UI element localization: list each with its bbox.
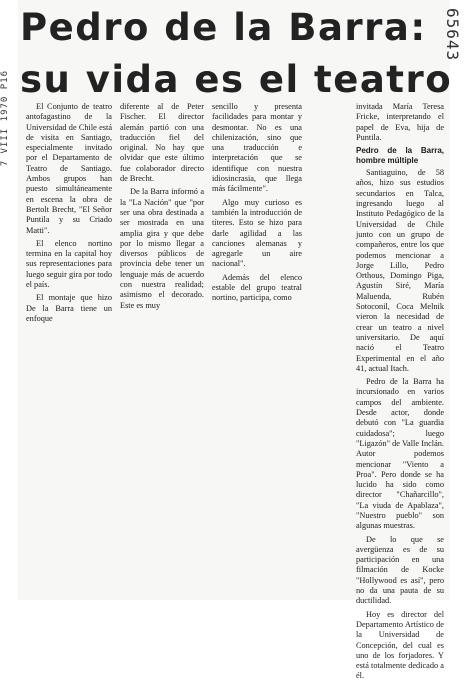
paragraph: Algo muy curioso es también la introducción de títeres. Esto se hizo para darle agilidad a las canciones alemanas y agregarle un aire nacional". <box>212 197 302 269</box>
headline-line-1: Pedro de la Barra: <box>20 6 427 49</box>
article-column-3 <box>212 102 302 303</box>
article-column-4 <box>356 102 444 681</box>
paragraph: invitada María Teresa Fricke, interpretando el papel de Eva, hija de Puntila. <box>356 102 444 142</box>
paragraph: El montaje que hizo De la Barra tiene un enfoque <box>26 293 112 323</box>
paragraph: Hoy es director del Departamento Artístico de la Universidad de Concepción, del cual es uno de los forjadores. Y está totalmente dedicado a él. <box>356 609 444 681</box>
subheading: Pedro de la Barra, hombre múltiple <box>356 146 444 166</box>
article-column-2 <box>120 102 204 310</box>
paragraph: El elenco nortino termina en la capital hoy sus representaciones para luego seguir gira por todo el país. <box>26 238 112 290</box>
article-column-1 <box>26 102 112 323</box>
paragraph: Pedro de la Barra ha incursionado en varios campos del ambiente. Desde actor, donde debutó con "La guardia cuidadosa"; luego "Ligazón" de Valle Inclán. Autor podemos mencionar "Viento a Proa". Pero donde se ha lucido ha sido como director "Chañarcillo", "La viuda de Apablaza", "Nuestro pueblo" son algunas muestras. <box>356 377 444 531</box>
paragraph: De lo que se avergüenza es de su participación en una filmación de Kocke "Hollywood es así", pero no da una pauta de su ductilidad. <box>356 534 444 606</box>
paragraph: diferente al de Peter Fischer. El director alemán partió con una traducción fiel del original. No hay que olvidar que este último fue colaborador directo de Brecht. <box>120 102 204 184</box>
paragraph: sencillo y presenta facilidades para montar y desmontar. No es una chilenización, sino que una traducción e interpretación que se identifique con nuestra idiosincrasia, que llega más fácilmente". <box>212 102 302 194</box>
headline-line-2: su vida es el teatro <box>20 58 453 101</box>
paragraph: De la Barra informó a la "La Nación" que "por ser una obra destinada a ser mostrada en una amplia gira y que debe por lo mismo llegar a diversos públicos de provincia debe tener un lenguaje más de acuerdo con nuestra realidad; asimismo el decorado. Este es muy <box>120 187 204 310</box>
paragraph: El Conjunto de teatro antofagastino de la Universidad de Chile está de visita en Santiago, especialmente invitado por el Departamento de Teatro de Santiago. Ambos grupos han puesto simultáneamente en escena la obra de Bertolt Brecht, "El Señor Puntila y su Criado Matti". <box>26 102 112 235</box>
paragraph: Además del elenco estable del grupo teatral nortino, participa, como <box>212 272 302 303</box>
archive-number: 65643 <box>443 8 462 62</box>
paragraph: Santiaguino, de 58 años, hizo sus estudios secundarios en Talca, ingresando luego al Instituto Pedagógico de la Universidad de Chile junto con un grupo de compañeros, entre los que podemos mencionar a Jorge Lillo, Pedro Orthous, Domingo Piga, Agustín Siré, María Maluenda, Rubén Sotoconil, Coca Melnik vieron la necesidad de crear un teatro a nivel universitario. De aquí nació el Teatro Experimental en el año 41, actual Itach. <box>356 168 444 373</box>
handwritten-date-note: 7 VIII 1970 P16 <box>0 70 10 167</box>
